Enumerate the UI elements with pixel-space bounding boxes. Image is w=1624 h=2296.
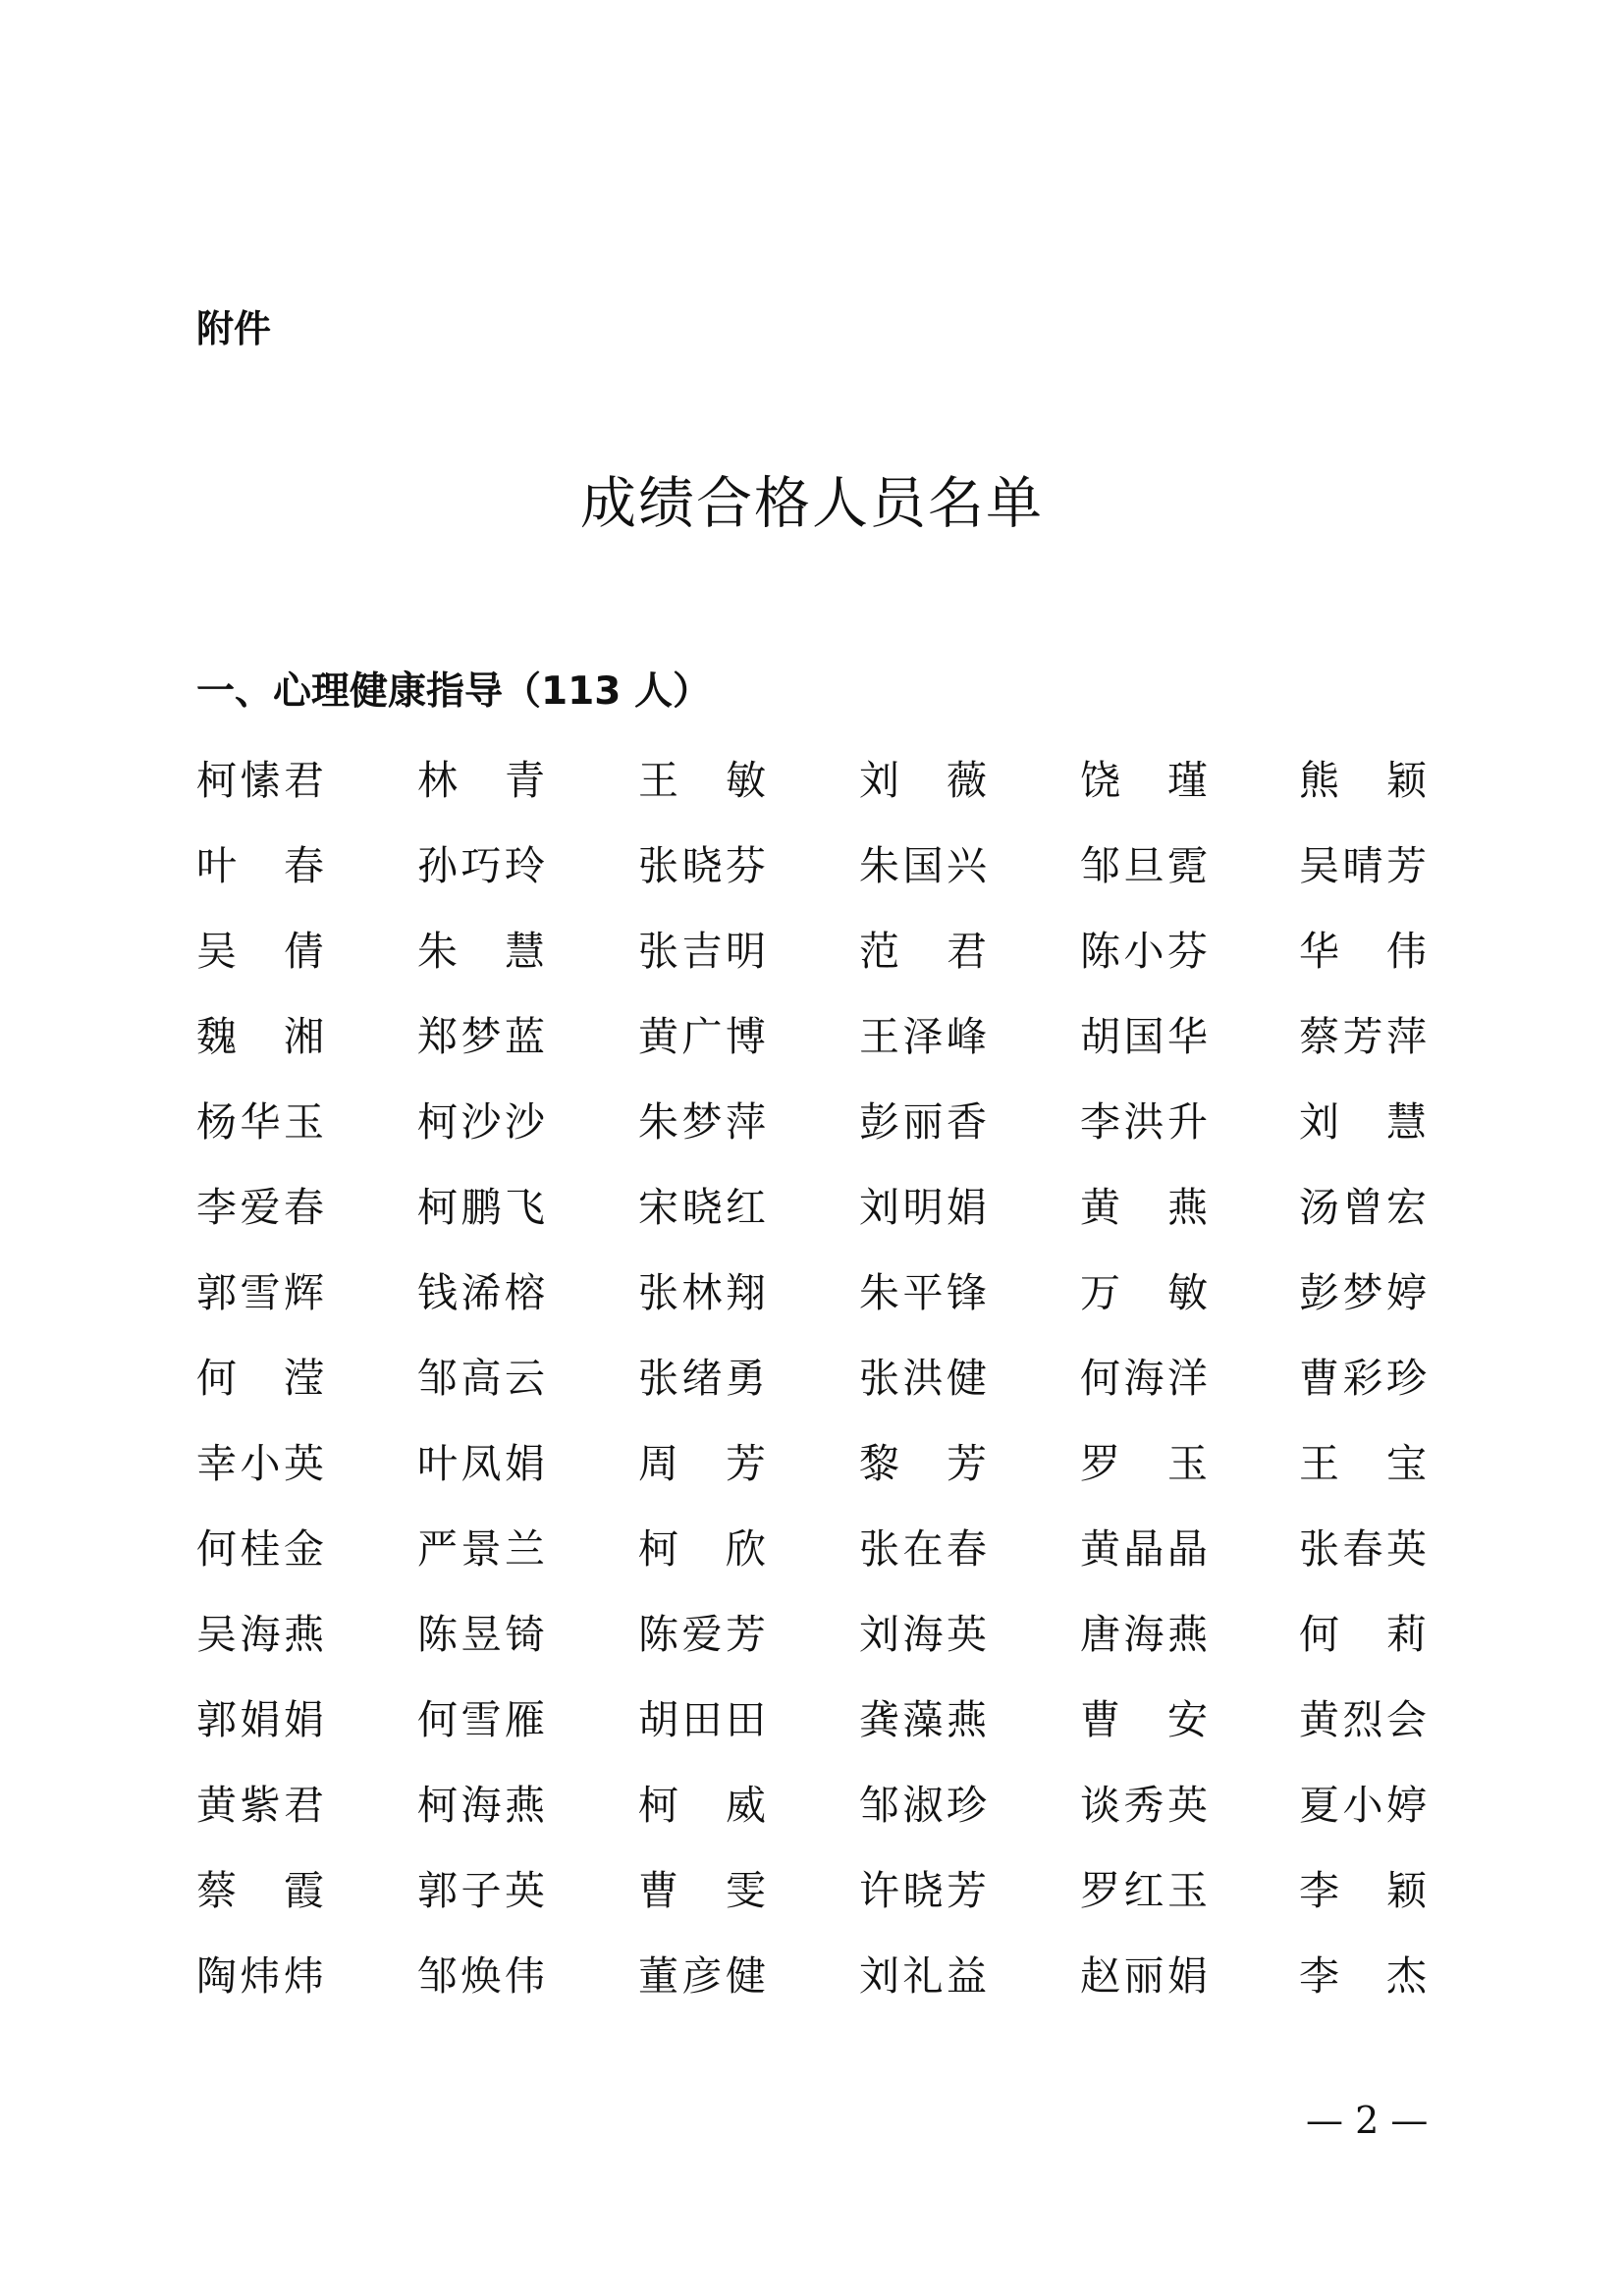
person-name: 彭 丽 香 — [859, 1098, 987, 1146]
person-name: 朱 梦 萍 — [638, 1098, 766, 1146]
name-row — [196, 1776, 1434, 1861]
person-name: 柯 鹏 飞 — [417, 1184, 545, 1231]
person-name: 黄 晶 晶 — [1080, 1525, 1208, 1573]
person-name: 王 宝 — [1299, 1440, 1427, 1487]
section-heading: 一、心理健康指导（113 人） — [196, 669, 711, 714]
person-name: 宋 晓 红 — [638, 1184, 766, 1231]
name-row — [196, 1605, 1434, 1690]
person-name: 曹 雯 — [638, 1867, 766, 1914]
person-name: 黄 广 博 — [638, 1013, 766, 1060]
name-row — [196, 836, 1434, 922]
person-name: 华 伟 — [1299, 928, 1427, 975]
person-name: 林 青 — [417, 757, 545, 804]
person-name: 吴 海 燕 — [196, 1611, 324, 1658]
name-row — [196, 1007, 1434, 1093]
person-name: 李 爱 春 — [196, 1184, 324, 1231]
name-row — [196, 751, 1434, 836]
person-name: 刘 慧 — [1299, 1098, 1427, 1146]
person-name: 赵 丽 娟 — [1080, 1952, 1208, 2000]
person-name: 何 海 洋 — [1080, 1355, 1208, 1402]
person-name: 黎 芳 — [859, 1440, 987, 1487]
person-name: 朱 国 兴 — [859, 842, 987, 889]
person-name: 何 滢 — [196, 1355, 324, 1402]
person-name: 邹 焕 伟 — [417, 1952, 545, 2000]
name-row — [196, 1947, 1434, 2032]
person-name: 邹 淑 珍 — [859, 1782, 987, 1829]
person-name: 张 林 翔 — [638, 1269, 766, 1316]
person-name: 叶 春 — [196, 842, 324, 889]
person-name: 孙 巧 玲 — [417, 842, 545, 889]
person-name: 王 泽 峰 — [859, 1013, 987, 1060]
person-name: 何 桂 金 — [196, 1525, 324, 1573]
page-number: — 2 — — [1306, 2099, 1429, 2142]
person-name: 唐 海 燕 — [1080, 1611, 1208, 1658]
person-name: 罗 红 玉 — [1080, 1867, 1208, 1914]
person-name: 范 君 — [859, 928, 987, 975]
person-name: 张 吉 明 — [638, 928, 766, 975]
person-name: 刘 礼 益 — [859, 1952, 987, 2000]
person-name: 周 芳 — [638, 1440, 766, 1487]
person-name: 邹 高 云 — [417, 1355, 545, 1402]
person-name: 饶 瑾 — [1080, 757, 1208, 804]
person-name: 罗 玉 — [1080, 1440, 1208, 1487]
person-name: 郑 梦 蓝 — [417, 1013, 545, 1060]
person-name: 蔡 芳 萍 — [1299, 1013, 1427, 1060]
person-name: 熊 颖 — [1299, 757, 1427, 804]
person-name: 李 杰 — [1299, 1952, 1427, 2000]
person-name: 曹 安 — [1080, 1696, 1208, 1743]
person-name: 黄 紫 君 — [196, 1782, 324, 1829]
person-name: 谈 秀 英 — [1080, 1782, 1208, 1829]
name-list — [196, 751, 1434, 2032]
person-name: 严 景 兰 — [417, 1525, 545, 1573]
person-name: 李 颖 — [1299, 1867, 1427, 1914]
person-name: 董 彦 健 — [638, 1952, 766, 2000]
page-title: 成绩合格人员名单 — [580, 471, 1044, 536]
person-name: 幸 小 英 — [196, 1440, 324, 1487]
person-name: 黄 烈 会 — [1299, 1696, 1427, 1743]
person-name: 汤 曾 宏 — [1299, 1184, 1427, 1231]
person-name: 朱 慧 — [417, 928, 545, 975]
person-name: 叶 凤 娟 — [417, 1440, 545, 1487]
person-name: 朱 平 锋 — [859, 1269, 987, 1316]
person-name: 陶 炜 炜 — [196, 1952, 324, 2000]
name-row — [196, 1178, 1434, 1263]
person-name: 胡 国 华 — [1080, 1013, 1208, 1060]
person-name: 李 洪 升 — [1080, 1098, 1208, 1146]
person-name: 邹 旦 霓 — [1080, 842, 1208, 889]
person-name: 柯 愫 君 — [196, 757, 324, 804]
name-row — [196, 1520, 1434, 1605]
person-name: 柯 威 — [638, 1782, 766, 1829]
person-name: 郭 子 英 — [417, 1867, 545, 1914]
person-name: 钱 浠 榕 — [417, 1269, 545, 1316]
name-row — [196, 1434, 1434, 1520]
person-name: 龚 藻 燕 — [859, 1696, 987, 1743]
name-row — [196, 1093, 1434, 1178]
person-name: 陈 昱 锜 — [417, 1611, 545, 1658]
person-name: 张 晓 芬 — [638, 842, 766, 889]
person-name: 张 洪 健 — [859, 1355, 987, 1402]
person-name: 吴 倩 — [196, 928, 324, 975]
person-name: 蔡 霞 — [196, 1867, 324, 1914]
person-name: 杨 华 玉 — [196, 1098, 324, 1146]
person-name: 张 春 英 — [1299, 1525, 1427, 1573]
person-name: 郭 雪 辉 — [196, 1269, 324, 1316]
person-name: 何 雪 雁 — [417, 1696, 545, 1743]
person-name: 郭 娟 娟 — [196, 1696, 324, 1743]
name-row — [196, 1349, 1434, 1434]
person-name: 黄 燕 — [1080, 1184, 1208, 1231]
person-name: 张 在 春 — [859, 1525, 987, 1573]
person-name: 何 莉 — [1299, 1611, 1427, 1658]
name-row — [196, 1861, 1434, 1947]
person-name: 曹 彩 珍 — [1299, 1355, 1427, 1402]
person-name: 陈 爱 芳 — [638, 1611, 766, 1658]
name-row — [196, 1263, 1434, 1349]
person-name: 刘 薇 — [859, 757, 987, 804]
person-name: 柯 海 燕 — [417, 1782, 545, 1829]
person-name: 王 敏 — [638, 757, 766, 804]
person-name: 陈 小 芬 — [1080, 928, 1208, 975]
person-name: 张 绪 勇 — [638, 1355, 766, 1402]
person-name: 万 敏 — [1080, 1269, 1208, 1316]
person-name: 魏 湘 — [196, 1013, 324, 1060]
person-name: 柯 沙 沙 — [417, 1098, 545, 1146]
person-name: 吴 晴 芳 — [1299, 842, 1427, 889]
person-name: 夏 小 婷 — [1299, 1782, 1427, 1829]
attachment-label: 附件 — [196, 307, 272, 350]
name-row — [196, 922, 1434, 1007]
person-name: 许 晓 芳 — [859, 1867, 987, 1914]
person-name: 柯 欣 — [638, 1525, 766, 1573]
person-name: 刘 明 娟 — [859, 1184, 987, 1231]
name-row — [196, 1690, 1434, 1776]
person-name: 刘 海 英 — [859, 1611, 987, 1658]
person-name: 彭 梦 婷 — [1299, 1269, 1427, 1316]
person-name: 胡 田 田 — [638, 1696, 766, 1743]
